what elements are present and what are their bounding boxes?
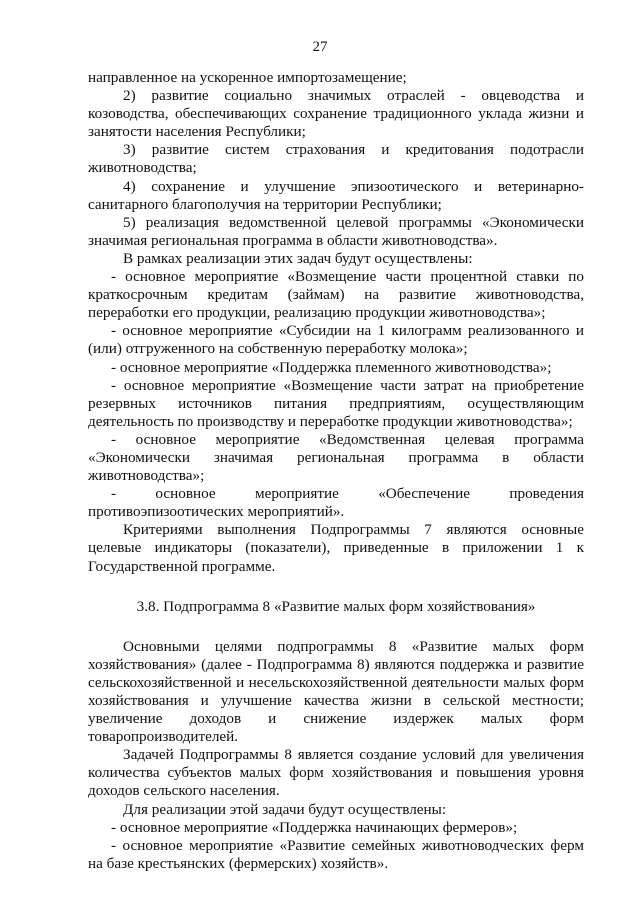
paragraph-continuation: направленное на ускоренное импортозамещение; [88, 69, 407, 86]
measure-item-beginning-farmers: - основное мероприятие «Поддержка начинающих фермеров»; [111, 818, 518, 836]
paragraph-measures-intro: Для реализации этой задачи будут осуществлены: [123, 800, 447, 818]
paragraph-tasks-intro: В рамках реализации этих задач будут осуществлены: [123, 249, 473, 267]
measure-item-interest-rate: - основное мероприятие «Возмещение части процентной ставки по краткосрочным кредитам (займам) на развитие животноводства, переработки его продукции, реализацию продукции животноводства»; [88, 268, 584, 322]
measure-item-departmental-program: - основное мероприятие «Ведомственная целевая программа «Экономически значимая региональная программа в области животноводства»; [88, 430, 584, 485]
measure-item-milk-subsidy: - основное мероприятие «Субсидии на 1 килограмм реализованного и (или) отгруженного на собственную переработку молока»; [88, 322, 584, 358]
paragraph-criteria: Критериями выполнения Подпрограммы 7 являются основные целевые индикаторы (показатели), приведенные в приложении 1 к Государственной программе. [88, 521, 584, 575]
document-body [88, 69, 584, 873]
section-heading: 3.8. Подпрограмма 8 «Развитие малых форм хозяйствования» [136, 597, 536, 615]
measure-item-breeding: - основное мероприятие «Поддержка племенного животноводства»; [111, 358, 552, 376]
measure-item-family-farms: - основное мероприятие «Развитие семейных животноводческих ферм на базе крестьянских (фермерских) хозяйств». [88, 836, 584, 872]
paragraph-goals: Основными целями подпрограммы 8 «Развитие малых форм хозяйствования» (далее - Подпрограмма 8) являются поддержка и развитие сельскохозяйственной и несельскохозяйственной деятельности малых форм хозяйствования и улучшение качества жизни в сельской местности; увеличение доходов и снижение издержек малых форм товаропроизводителей. [88, 637, 584, 746]
measure-item-epizootic: - основное мероприятие «Обеспечение проведения противоэпизоотических мероприятий». [88, 485, 584, 521]
list-item-5: 5) реализация ведомственной целевой программы «Экономически значимая региональная программа в области животноводства». [88, 213, 584, 249]
measure-item-power-sources: - основное мероприятие «Возмещение части затрат на приобретение резервных источников питания предприятиям, осуществляющим деятельность по производству и переработке продукции животноводства»; [88, 376, 584, 430]
paragraph-objective: Задачей Подпрограммы 8 является создание условий для увеличения количества субъектов малых форм хозяйствования и повышения уровня доходов сельского населения. [88, 746, 584, 800]
page-number: 27 [312, 39, 328, 55]
list-item-2: 2) развитие социально значимых отраслей - овцеводства и козоводства, обеспечивающих сохранение традиционного уклада жизни и занятости населения Республики; [88, 87, 584, 141]
list-item-4: 4) сохранение и улучшение эпизоотического и ветеринарно-санитарного благополучия на территории Республики; [88, 177, 584, 213]
list-item-3: 3) развитие систем страхования и кредитования подотрасли животноводства; [88, 141, 584, 177]
